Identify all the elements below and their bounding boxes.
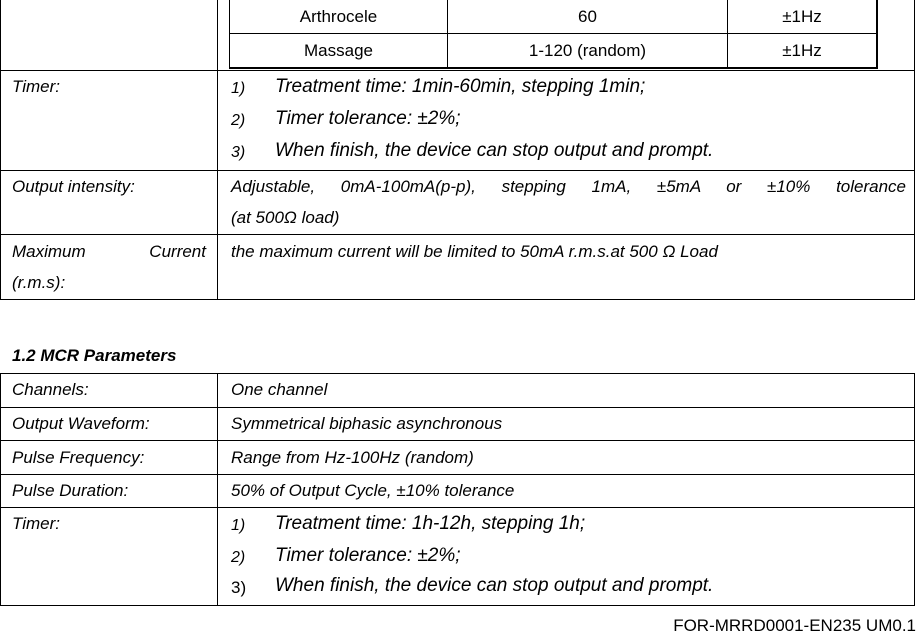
pulse-frequency-label: Pulse Frequency: bbox=[12, 448, 145, 467]
channels-label: Channels: bbox=[12, 380, 89, 399]
list-number: 1) bbox=[231, 517, 246, 534]
freq-value: 1-120 (random) bbox=[528, 41, 647, 60]
list-item: Treatment time: 1min-60min, stepping 1min; bbox=[275, 76, 646, 97]
document-footer: FOR-MRRD0001-EN235 UM0.1 bbox=[673, 616, 916, 635]
freq-name: Massage bbox=[304, 41, 373, 60]
freq-tolerance: ±1Hz bbox=[782, 41, 822, 60]
list-number: 2) bbox=[231, 549, 246, 566]
output-intensity-value: Adjustable, 0mA-100mA(p-p), stepping 1mA, ±5mA or ±10% tolerance bbox=[231, 177, 906, 196]
list-number: 3) bbox=[231, 144, 246, 161]
freq-tolerance: ±1Hz bbox=[782, 7, 822, 26]
list-number: 3) bbox=[231, 578, 247, 597]
section-title: 1.2 MCR Parameters bbox=[12, 346, 177, 365]
freq-name: Arthrocele bbox=[299, 7, 378, 26]
channels-value: One channel bbox=[231, 380, 328, 399]
list-item: When finish, the device can stop output and prompt. bbox=[275, 140, 714, 161]
list-item: Timer tolerance: ±2%; bbox=[275, 108, 461, 129]
freq-value: 60 bbox=[578, 7, 597, 26]
pulse-duration-label: Pulse Duration: bbox=[12, 481, 129, 500]
output-waveform-label: Output Waveform: bbox=[12, 414, 150, 433]
max-current-value: the maximum current will be limited to 50mA r.m.s.at 500 Ω Load bbox=[231, 242, 718, 261]
list-number: 2) bbox=[231, 112, 246, 129]
max-current-label: Maximum Current bbox=[12, 242, 206, 261]
output-intensity-label: Output intensity: bbox=[12, 177, 135, 196]
timer-label: Timer: bbox=[12, 514, 61, 533]
pulse-frequency-value: Range from Hz-100Hz (random) bbox=[231, 448, 474, 467]
timer-label: Timer: bbox=[12, 77, 61, 96]
pulse-duration-value: 50% of Output Cycle, ±10% tolerance bbox=[231, 481, 515, 500]
output-waveform-value: Symmetrical biphasic asynchronous bbox=[231, 414, 503, 433]
list-item: Timer tolerance: ±2%; bbox=[275, 545, 461, 566]
list-number: 1) bbox=[231, 80, 246, 97]
list-item: Treatment time: 1h-12h, stepping 1h; bbox=[275, 513, 586, 534]
output-intensity-value-cont: (at 500Ω load) bbox=[231, 208, 340, 227]
max-current-label-cont: (r.m.s): bbox=[12, 273, 66, 292]
list-item: When finish, the device can stop output and prompt. bbox=[275, 575, 714, 596]
